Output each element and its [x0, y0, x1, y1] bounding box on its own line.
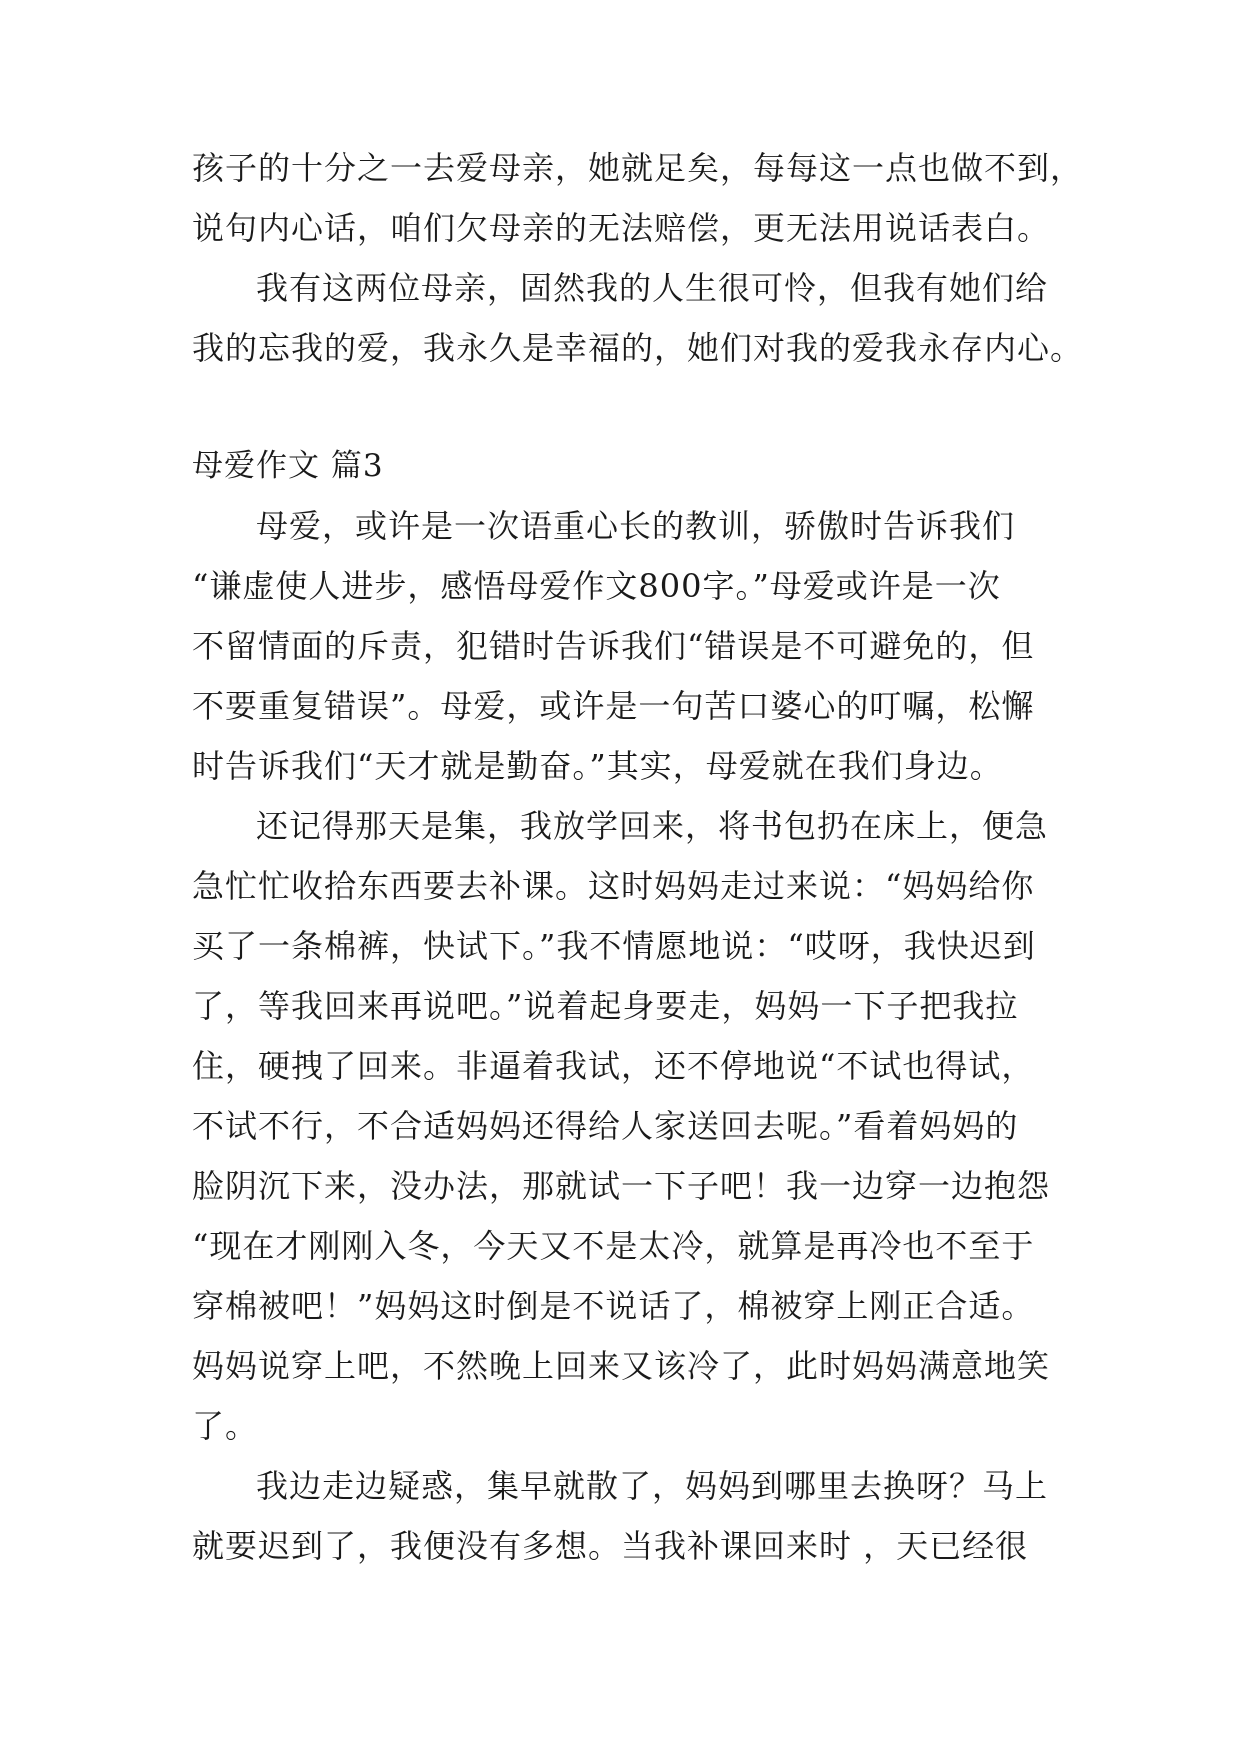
paragraph-start-line: 还记得那天是集，我放学回来，将书包扔在床上，便急 — [256, 807, 1049, 845]
section-heading: 母爱作文 篇3 — [192, 448, 384, 484]
text-line: 了，等我回来再说吧。”说着起身要走，妈妈一下子把我拉 — [192, 987, 1019, 1025]
text-line: 住，硬拽了回来。非逼着我试，还不停地说“不试也得试， — [192, 1047, 1035, 1085]
text-line: 不试不行，不合适妈妈还得给人家送回去呢。”看着妈妈的 — [192, 1107, 1019, 1145]
paragraph-start-line: 母爱，或许是一次语重心长的教训，骄傲时告诉我们 — [256, 507, 1016, 545]
paragraph-start-line: 我边走边疑惑，集早就散了，妈妈到哪里去换呀？马上 — [256, 1467, 1049, 1505]
paragraph-start-line: 我有这两位母亲，固然我的人生很可怜，但我有她们给 — [256, 269, 1049, 307]
text-line: 说句内心话，咱们欠母亲的无法赔偿，更无法用说话表白。 — [192, 209, 1051, 247]
text-line: 了。 — [192, 1407, 259, 1445]
text-line: 穿棉被吧！”妈妈这时倒是不说话了，棉被穿上刚正合适。 — [192, 1287, 1035, 1325]
text-line: 买了一条棉裤，快试下。”我不情愿地说：“哎呀，我快迟到 — [192, 927, 1036, 965]
text-line: 急忙忙收拾东西要去补课。这时妈妈走过来说：“妈妈给你 — [192, 867, 1035, 905]
text-line: “谦虚使人进步，感悟母爱作文800字。”母爱或许是一次 — [192, 567, 1001, 605]
text-line: 不要重复错误”。母爱，或许是一句苦口婆心的叮嘱，松懈 — [192, 687, 1035, 725]
text-line: 不留情面的斥责，犯错时告诉我们“错误是不可避免的，但 — [192, 627, 1035, 665]
text-line: 时告诉我们“天才就是勤奋。”其实，母爱就在我们身边。 — [192, 747, 1003, 785]
text-line: 孩子的十分之一去爱母亲，她就足矣，每每这一点也做不到， — [192, 149, 1084, 187]
text-line: 就要迟到了，我便没有多想。当我补课回来时 ，天已经很 — [192, 1527, 1029, 1565]
text-line: 我的忘我的爱，我永久是幸福的，她们对我的爱我永存内心。 — [192, 329, 1084, 367]
text-line: 脸阴沉下来，没办法，那就试一下子吧！我一边穿一边抱怨 — [192, 1167, 1051, 1205]
text-line: 妈妈说穿上吧，不然晚上回来又该冷了，此时妈妈满意地笑 — [192, 1347, 1051, 1385]
text-line: “现在才刚刚入冬，今天又不是太冷，就算是再冷也不至于 — [192, 1227, 1035, 1265]
